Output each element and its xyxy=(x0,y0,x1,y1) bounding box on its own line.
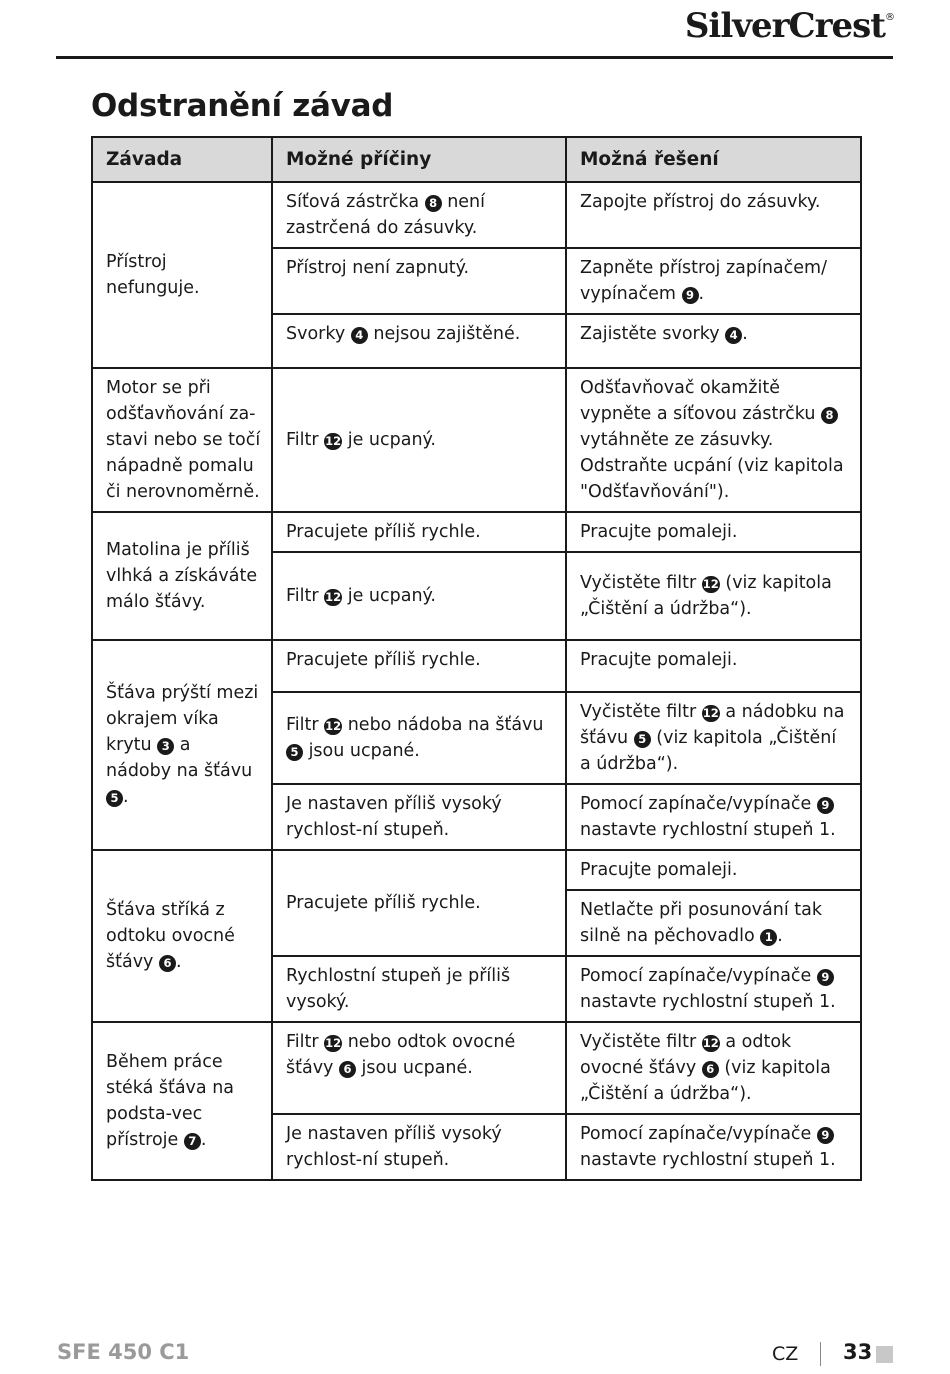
table-row xyxy=(92,1022,861,1114)
cell-text: nastavte rychlostní stupeň 1. xyxy=(580,820,836,840)
part-number-badge: 3 xyxy=(157,738,174,755)
footer-divider xyxy=(820,1342,821,1366)
cell-text: Pracujete příliš rychle. xyxy=(286,522,481,542)
part-number-badge: 12 xyxy=(702,577,719,591)
cell-text: Pracujete příliš rychle. xyxy=(286,893,481,913)
cell-text: Zapněte přístroj zapínačem/ vypínačem xyxy=(580,258,827,304)
cause-cell xyxy=(272,182,566,248)
cell-text: Přístroj není zapnutý. xyxy=(286,258,470,278)
cause-cell xyxy=(272,1114,566,1180)
part-number-badge: 5 xyxy=(106,790,123,807)
cell-text: Šťáva prýští mezi okrajem víka krytu xyxy=(106,683,259,755)
cell-text: Matolina je příliš vlhká a získáváte málo šťávy. xyxy=(106,540,258,612)
solution-cell xyxy=(566,890,861,956)
table-row xyxy=(92,512,861,552)
table-row xyxy=(92,368,861,512)
cause-cell xyxy=(272,640,566,692)
solution-cell xyxy=(566,512,861,552)
table-row xyxy=(92,640,861,692)
part-number-badge: 9 xyxy=(817,797,834,814)
part-number-badge: 9 xyxy=(682,287,699,304)
cell-text: Pracujete příliš rychle. xyxy=(286,650,481,670)
part-number-badge: 9 xyxy=(817,969,834,986)
cell-text: (viz kapitola „Čištění a údržba“). xyxy=(580,728,837,774)
part-number-badge: 4 xyxy=(725,327,742,344)
cell-text: . xyxy=(777,926,783,946)
cell-text: jsou ucpané. xyxy=(303,741,420,761)
cell-text: Filtr xyxy=(286,586,325,606)
cell-text: Svorky xyxy=(286,324,351,344)
table-header-row xyxy=(92,137,861,182)
cell-text: nebo odtok ovocné šťávy xyxy=(286,1032,516,1078)
cell-text: Šťáva stříká z odtoku ovocné šťávy xyxy=(106,900,235,972)
part-number-badge: 6 xyxy=(159,955,176,972)
brand-logo: SilverCrest® xyxy=(684,6,894,46)
part-number-badge: 4 xyxy=(351,327,368,344)
cell-text: a nádoby na šťávu xyxy=(106,735,253,781)
cell-text: není zastrčená do zásuvky. xyxy=(286,192,485,238)
cause-cell xyxy=(272,692,566,784)
column-header-problem: Závada xyxy=(92,137,272,182)
cell-text: Během práce stéká šťáva na podsta-vec přístroje xyxy=(106,1052,235,1150)
cell-text: Pomocí zapínače/vypínače xyxy=(580,1124,817,1144)
part-number-badge: 12 xyxy=(702,706,719,720)
cell-text: Pracujte pomaleji. xyxy=(580,522,738,542)
part-number-badge: 5 xyxy=(286,744,303,761)
cell-text: Přístroj nefunguje. xyxy=(106,252,200,298)
problem-cell xyxy=(92,368,272,512)
language-code: CZ xyxy=(772,1343,799,1365)
solution-cell xyxy=(566,784,861,850)
cell-text: Vyčistěte filtr xyxy=(580,573,702,593)
column-header-cause: Možné příčiny xyxy=(272,137,566,182)
cell-text: Netlačte při posunování tak silně na pěchovadlo xyxy=(580,900,822,946)
cell-text: Vyčistěte filtr xyxy=(580,1032,702,1052)
solution-cell xyxy=(566,552,861,640)
cell-text: Filtr xyxy=(286,1032,325,1052)
header-rule xyxy=(56,56,893,59)
cause-cell xyxy=(272,1022,566,1114)
cell-text: jsou ucpané. xyxy=(355,1058,473,1078)
cause-cell xyxy=(272,314,566,368)
solution-cell xyxy=(566,1114,861,1180)
cell-text: . xyxy=(200,1130,207,1150)
cause-cell xyxy=(272,850,566,956)
model-number: SFE 450 C1 xyxy=(57,1340,190,1364)
part-number-badge: 8 xyxy=(425,195,442,212)
cell-text: . xyxy=(175,952,182,972)
solution-cell xyxy=(566,314,861,368)
cell-text: Zapojte přístroj do zásuvky. xyxy=(580,192,821,212)
part-number-badge: 6 xyxy=(339,1061,356,1078)
cause-cell xyxy=(272,784,566,850)
problem-cell xyxy=(92,850,272,1022)
part-number-badge: 1 xyxy=(760,929,777,946)
cause-cell xyxy=(272,512,566,552)
solution-cell xyxy=(566,640,861,692)
part-number-badge: 6 xyxy=(702,1061,719,1078)
cell-text: . xyxy=(123,787,129,807)
cell-text: Je nastaven příliš vysoký rychlost-ní stupeň. xyxy=(286,1124,502,1170)
cell-text: (viz kapitola „Čištění a údržba“). xyxy=(580,1058,831,1104)
troubleshooting-table xyxy=(91,136,862,1181)
cell-text: Filtr xyxy=(286,715,325,735)
cell-text: a odtok ovocné šťávy xyxy=(580,1032,792,1078)
cell-text: Pracujte pomaleji. xyxy=(580,650,738,670)
problem-cell xyxy=(92,512,272,640)
cell-text: Rychlostní stupeň je příliš vysoký. xyxy=(286,966,511,1012)
part-number-badge: 12 xyxy=(325,1036,342,1050)
table-row xyxy=(92,850,861,890)
part-number-badge: 7 xyxy=(184,1133,201,1150)
solution-cell xyxy=(566,368,861,512)
part-number-badge: 12 xyxy=(702,1036,719,1050)
cell-text: . xyxy=(742,324,748,344)
solution-cell xyxy=(566,248,861,314)
page-number: 33 xyxy=(843,1340,873,1364)
cause-cell xyxy=(272,956,566,1022)
part-number-badge: 8 xyxy=(821,407,838,424)
page-title: Odstranění závad xyxy=(91,88,394,124)
solution-cell xyxy=(566,956,861,1022)
part-number-badge: 12 xyxy=(325,719,342,733)
part-number-badge: 12 xyxy=(325,590,342,604)
cell-text: Odšťavňovač okamžitě vypněte a síťovou zástrčku xyxy=(580,378,821,424)
cell-text: je ucpaný. xyxy=(342,430,436,450)
cause-cell xyxy=(272,552,566,640)
part-number-badge: 12 xyxy=(325,434,342,448)
table-row xyxy=(92,182,861,248)
cell-text: a nádobku na šťávu xyxy=(580,702,845,748)
cell-text: je ucpaný. xyxy=(342,586,436,606)
cell-text: nejsou zajištěné. xyxy=(367,324,521,344)
column-header-solution: Možná řešení xyxy=(566,137,861,182)
cell-text: . xyxy=(698,284,705,304)
cell-text: Motor se při odšťavňování za-stavi nebo se točí nápadně pomalu či nerovnoměrně. xyxy=(106,378,261,502)
cell-text: Zajistěte svorky xyxy=(580,324,726,344)
solution-cell xyxy=(566,850,861,890)
page-marker xyxy=(876,1346,893,1363)
cell-text: Vyčistěte filtr xyxy=(580,702,702,722)
problem-cell xyxy=(92,182,272,368)
problem-cell xyxy=(92,640,272,850)
cell-text: vytáhněte ze zásuvky. Odstraňte ucpání (viz kapitola "Odšťavňování"). xyxy=(580,430,844,502)
cell-text: Síťová zástrčka xyxy=(286,192,425,212)
cell-text: (viz kapitola „Čištění a údržba“). xyxy=(580,573,832,619)
cell-text: Je nastaven příliš vysoký rychlost-ní stupeň. xyxy=(286,794,502,840)
cell-text: nastavte rychlostní stupeň 1. xyxy=(580,1150,836,1170)
cause-cell xyxy=(272,248,566,314)
part-number-badge: 5 xyxy=(634,731,651,748)
cause-cell xyxy=(272,368,566,512)
solution-cell xyxy=(566,1022,861,1114)
part-number-badge: 9 xyxy=(817,1127,834,1144)
cell-text: nebo nádoba na šťávu xyxy=(342,715,544,735)
cell-text: Pomocí zapínače/vypínače xyxy=(580,966,817,986)
cell-text: nastavte rychlostní stupeň 1. xyxy=(580,992,836,1012)
cell-text: Pracujte pomaleji. xyxy=(580,860,738,880)
cell-text: Filtr xyxy=(286,430,325,450)
solution-cell xyxy=(566,692,861,784)
cell-text: Pomocí zapínače/vypínače xyxy=(580,794,817,814)
problem-cell xyxy=(92,1022,272,1180)
solution-cell xyxy=(566,182,861,248)
table-body xyxy=(92,182,861,1180)
